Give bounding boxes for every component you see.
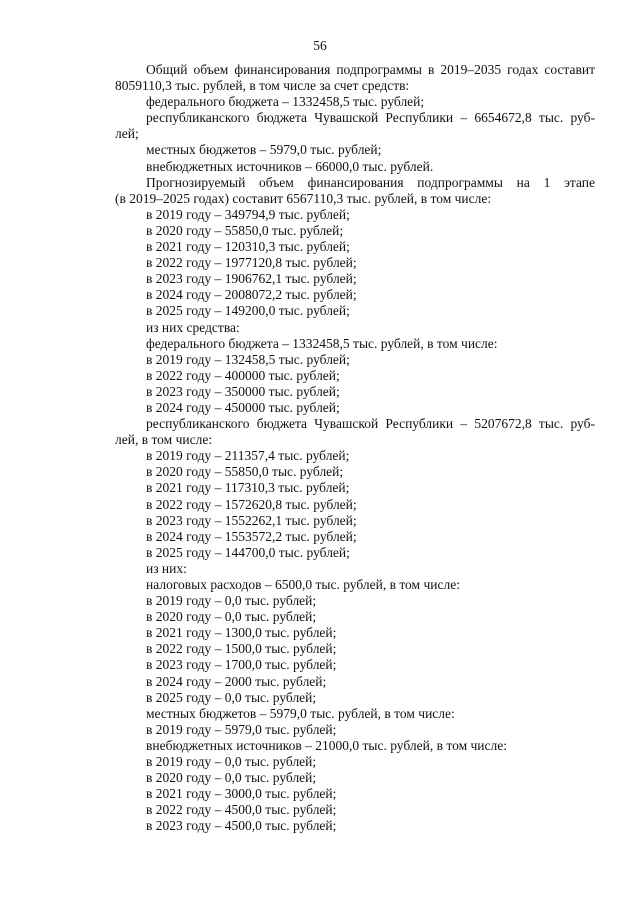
text-line: в 2023 году – 350000 тыс. рублей; [146,383,340,399]
text-line: лей; [115,126,139,142]
text-line: в 2024 году – 2000 тыс. рублей; [146,673,327,689]
text-line: в 2019 году – 132458,5 тыс. рублей; [146,351,350,367]
text-line: в 2022 году – 400000 тыс. рублей; [146,367,340,383]
text-line: в 2020 году – 0,0 тыс. рублей; [146,609,317,625]
text-line: в 2021 году – 3000,0 тыс. рублей; [146,786,337,802]
text-line: в 2023 году – 1700,0 тыс. рублей; [146,657,337,673]
text-line: в 2021 году – 117310,3 тыс. рублей; [146,480,350,496]
text-line: из них: [146,560,187,576]
text-line: в 2019 году – 349794,9 тыс. рублей; [146,206,350,222]
text-line: в 2025 году – 149200,0 тыс. рублей; [146,303,350,319]
text-line: в 2021 году – 1300,0 тыс. рублей; [146,625,337,641]
text-line: республиканского бюджета Чувашской Республики – 6654672,8 тыс. руб- [146,110,595,126]
text-line: в 2022 году – 1500,0 тыс. рублей; [146,641,337,657]
text-line: республиканского бюджета Чувашской Республики – 5207672,8 тыс. руб- [146,416,595,432]
text-line: в 2019 году – 0,0 тыс. рублей; [146,593,317,609]
text-line: внебюджетных источников – 66000,0 тыс. рублей. [146,158,434,174]
text-line: в 2025 году – 144700,0 тыс. рублей; [146,544,350,560]
text-line: в 2024 году – 1553572,2 тыс. рублей; [146,528,357,544]
text-line: местных бюджетов – 5979,0 тыс. рублей, в том числе: [146,705,455,721]
text-line: лей, в том числе: [115,432,213,448]
text-line: федерального бюджета – 1332458,5 тыс. рублей, в том числе: [146,335,498,351]
text-line: в 2020 году – 0,0 тыс. рублей; [146,770,317,786]
text-line: налоговых расходов – 6500,0 тыс. рублей, в том числе: [146,577,460,592]
text-line: в 2019 году – 0,0 тыс. рублей; [146,754,317,770]
text-line: в 2020 году – 55850,0 тыс. рублей; [146,464,344,480]
text-line: в 2023 году – 4500,0 тыс. рублей; [146,818,337,834]
text-line: Прогнозируемый объем финансирования подпрограммы на 1 этапе [146,174,595,190]
text-line: 8059110,3 тыс. рублей, в том числе за счет средств: [115,78,410,94]
text-line: в 2022 году – 1977120,8 тыс. рублей; [146,255,357,271]
text-line: в 2023 году – 1906762,1 тыс. рублей; [146,271,357,287]
text-line: в 2024 году – 2008072,2 тыс. рублей; [146,287,357,303]
text-line: в 2019 году – 211357,4 тыс. рублей; [146,448,350,464]
page-number: 56 [313,38,327,53]
text-line: федерального бюджета – 1332458,5 тыс. рублей; [146,94,425,110]
text-line: внебюджетных источников – 21000,0 тыс. рублей, в том числе: [146,737,507,753]
text-line: Общий объем финансирования подпрограммы в 2019–2035 годах составит [146,62,595,77]
text-line: из них средства: [146,319,240,335]
document-body [115,62,595,835]
text-line: в 2022 году – 4500,0 тыс. рублей; [146,802,337,818]
text-line: в 2022 году – 1572620,8 тыс. рублей; [146,496,357,512]
text-line: в 2023 году – 1552262,1 тыс. рублей; [146,512,357,528]
text-line: в 2021 году – 120310,3 тыс. рублей; [146,239,350,255]
text-line: (в 2019–2025 годах) составит 6567110,3 тыс. рублей, в том числе: [115,190,492,206]
text-line: в 2024 году – 450000 тыс. рублей; [146,399,340,415]
text-line: в 2020 году – 55850,0 тыс. рублей; [146,222,344,238]
text-line: в 2019 году – 5979,0 тыс. рублей; [146,721,337,737]
text-line: местных бюджетов – 5979,0 тыс. рублей; [146,142,382,158]
text-line: в 2025 году – 0,0 тыс. рублей; [146,689,317,705]
